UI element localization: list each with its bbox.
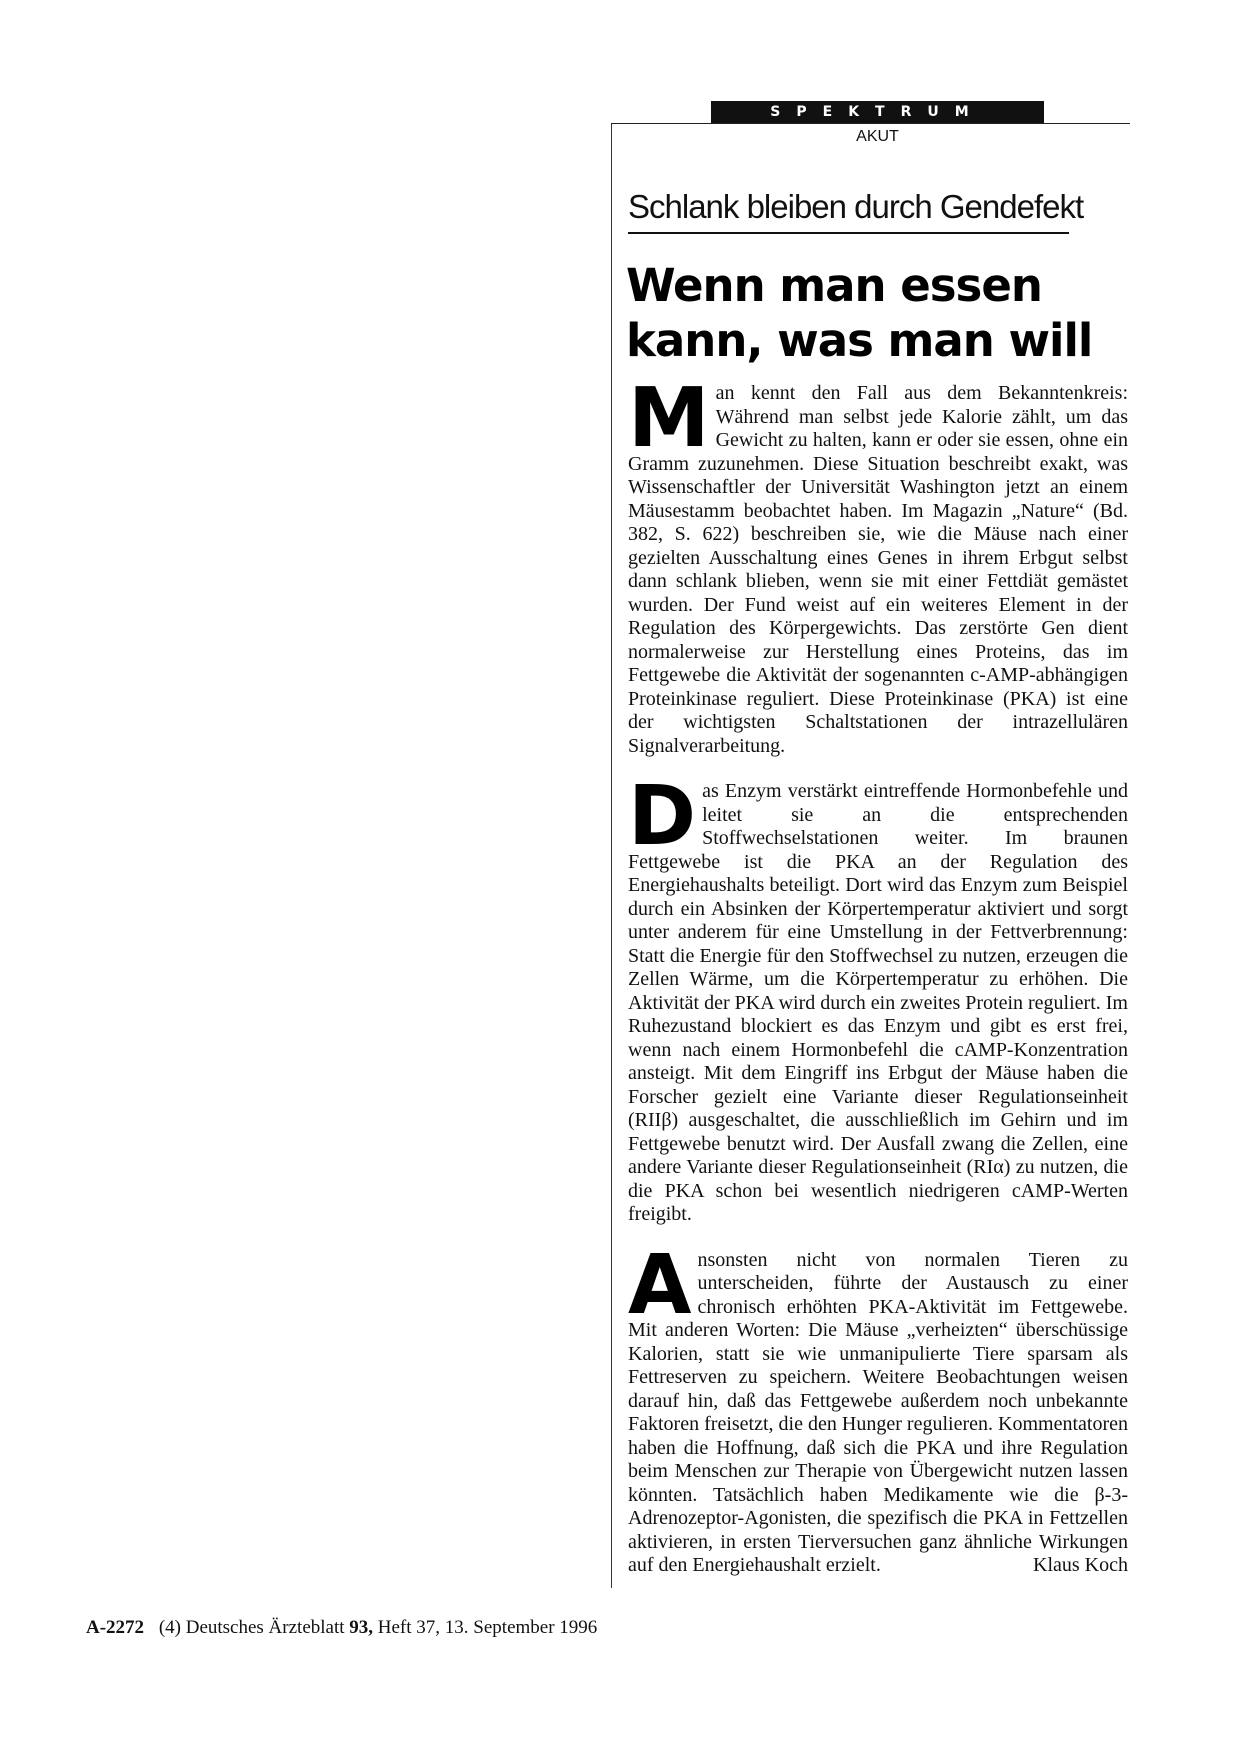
paragraph-2 bbox=[628, 769, 1128, 1227]
paragraph-3 bbox=[628, 1237, 1128, 1578]
article-kicker: Schlank bleiben durch Gendefekt bbox=[628, 188, 1084, 225]
paragraph-3-text: nsonsten nicht von normalen Tieren zu unterscheiden, führte der Austausch zu einer chronisch erhöhten PKA-Aktivität im Fettgewebe. Mit anderen Worten: Die Mäuse „verheizten“ überschüssige Kalorien, statt sie wie unmanipulierte Tiere sparsam als Fettreserven zu speichern. Weitere Beobachtungen weisen darauf hin, daß das Fettgewebe außerdem noch unbekannte Faktoren freisetzt, die den Hunger regulieren. Kommentatoren haben die Hoffnung, daß sich die PKA und ihre Regulation beim Menschen zur Therapie von Übergewicht nutzen lassen könnten. Tatsächlich haben Medikamente wie die β-3-Adrenozeptor-Agonisten, die spezifisch die PKA in Fettzellen aktivieren, in ersten Tierversuchen ganz ähnliche Wirkungen auf den Energiehaushalt erzielt. bbox=[628, 1248, 1128, 1576]
column-divider bbox=[611, 124, 612, 1588]
paragraph-1 bbox=[628, 371, 1128, 758]
kicker-underline bbox=[628, 232, 1069, 234]
drop-cap-d: D bbox=[628, 769, 697, 864]
header-rule bbox=[611, 123, 1130, 124]
article-title: Wenn man essen kann, was man will bbox=[626, 259, 1093, 367]
drop-cap-m: M bbox=[628, 371, 710, 466]
drop-cap-a: A bbox=[628, 1237, 692, 1333]
paragraph-1-text: an kennt den Fall aus dem Bekanntenkreis: Während man selbst jede Kalorie zählt, um das Gewicht zu halten, kann er oder sie essen, ohne ein Gramm zuzunehmen. Diese Situation beschreibt exakt, was Wissenschaftler der Universität Washington jetzt an einem Mäusestamm beobachtet haben. Im Magazin „Nature“ (Bd. 382, S. 622) beschreiben sie, wie die Mäuse nach einer gezielten Ausschaltung eines Genes in ihrem Erbgut selbst dann schlank blieben, wenn sie mit einer Fettdiät gemästet wurden. Der Fund weist auf ein weiteres Element in der Regulation des Körpergewichts. Das zerstörte Gen dient normalerweise zur Herstellung eines Proteins, das im Fettgewebe die Aktivität der sogenannten c-AMP-abhängigen Proteinkinase reguliert. Diese Proteinkinase (PKA) ist eine der wichtigsten Schaltstationen der intrazellulären Signalverarbeitung. bbox=[628, 382, 1128, 757]
page-ref: (4) bbox=[158, 1617, 181, 1638]
journal-volume: 93, bbox=[349, 1617, 374, 1638]
journal-name: Deutsches Ärzteblatt bbox=[185, 1617, 345, 1638]
subsection-label: AKUT bbox=[856, 128, 899, 145]
article-body bbox=[628, 371, 1128, 1578]
issue-date: Heft 37, 13. September 1996 bbox=[377, 1617, 598, 1638]
author-signature: Klaus Koch bbox=[1033, 1554, 1128, 1576]
paragraph-2-text: as Enzym verstärkt eintreffende Hormonbefehle und leitet sie an die entsprechenden Stoffwechselstationen weiter. Im braunen Fettgewebe ist die PKA an der Regulation des Energiehaushalts beteiligt. Dort wird das Enzym zum Beispiel durch ein Absinken der Körpertemperatur aktiviert und sorgt unter anderem für eine Umstellung in der Fettverbrennung: Statt die Energie für den Stoffwechsel zu nutzen, erzeugen die Zellen Wärme, um die Körpertemperatur zu erhöhen. Die Aktivität der PKA wird durch ein zweites Protein reguliert. Im Ruhezustand blockiert es das Enzym und gibt es erst frei, wenn nach einem Hormonbefehl die cAMP-Konzentration ansteigt. Mit dem Eingriff ins Erbgut der Mäuse haben die Forscher gezielt eine Variante dieser Regulationseinheit (RIIβ) ausgeschaltet, die ausschließlich im Gehirn und im Fettgewebe benutzt wird. Der Ausfall zwang die Zellen, eine andere Variante dieser Regulationseinheit (RIα) zu nutzen, die die PKA schon bei wesentlich niedrigeren cAMP-Werten freigibt. bbox=[628, 780, 1128, 1225]
section-label: SPEKTRUM bbox=[711, 101, 1044, 123]
page-footer bbox=[86, 1617, 597, 1639]
page-number: A-2272 bbox=[86, 1617, 145, 1638]
